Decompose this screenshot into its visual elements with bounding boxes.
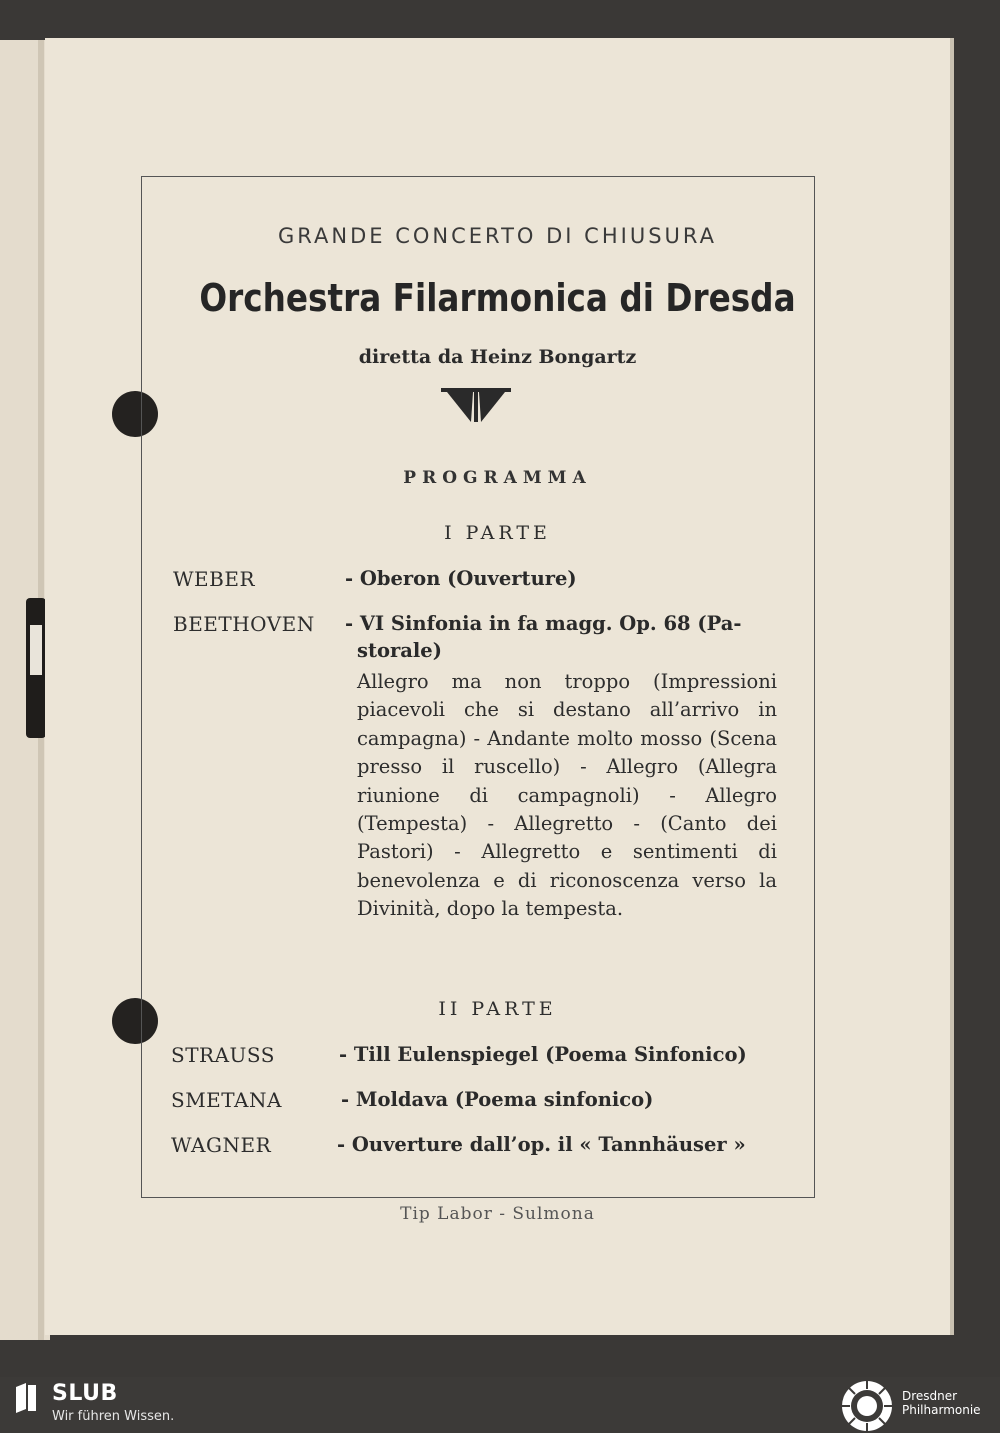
binding-thread bbox=[30, 625, 42, 675]
work-till-eulenspiegel: - Till Eulenspiegel (Poema Sinfonico) bbox=[339, 1043, 747, 1066]
orchestra-title: Orchestra Filarmonica di Dresda bbox=[199, 276, 796, 320]
composer-beethoven: BEETHOVEN bbox=[173, 612, 315, 636]
conductor-line: diretta da Heinz Bongartz bbox=[358, 346, 637, 368]
composer-wagner: WAGNER bbox=[171, 1133, 272, 1157]
printer-imprint: Tip Labor - Sulmona bbox=[400, 1204, 595, 1224]
slub-logo-text[interactable]: SLUB bbox=[52, 1381, 118, 1406]
composer-strauss: STRAUSS bbox=[171, 1043, 275, 1067]
work-sinfonia-continued: storale) bbox=[357, 639, 442, 662]
programma-heading: PROGRAMMA bbox=[403, 468, 592, 488]
work-moldava: - Moldava (Poema sinfonico) bbox=[341, 1088, 654, 1111]
dresdner-philharmonie-name bbox=[902, 1389, 981, 1417]
slub-book-icon[interactable] bbox=[14, 1383, 38, 1413]
work-tannhauser: - Ouverture dall’op. il « Tannhäuser » bbox=[337, 1133, 746, 1156]
work-oberon: - Oberon (Ouverture) bbox=[345, 567, 577, 590]
program-page bbox=[45, 38, 950, 1335]
dp-name-line1: Dresdner bbox=[902, 1389, 958, 1403]
part-one-heading: I PARTE bbox=[444, 522, 551, 544]
dresdner-philharmonie-logo-icon[interactable] bbox=[840, 1379, 894, 1433]
composer-weber: WEBER bbox=[173, 567, 256, 591]
part-two-heading: II PARTE bbox=[438, 998, 557, 1020]
ornament-icon bbox=[441, 388, 511, 424]
slub-tagline: Wir führen Wissen. bbox=[52, 1409, 175, 1424]
sinfonia-movements: Allegro ma non troppo (Impressioni piacevoli che si destano all’arrivo in campagna) - Andante molto mosso (Scena presso il ruscello) - Allegro (Allegra riunione di campagnoli) - Allegro (Tempesta) - Allegretto - (Canto dei Pastori) - Allegretto e sentimenti di benevolenza e di riconoscenza verso la Divinità, dopo la tempesta. bbox=[357, 670, 777, 921]
work-sinfonia: - VI Sinfonia in fa magg. Op. 68 (Pa- bbox=[345, 612, 742, 635]
composer-smetana: SMETANA bbox=[171, 1088, 282, 1112]
dp-name-line2: Philharmonie bbox=[902, 1403, 981, 1417]
concert-header: GRANDE CONCERTO DI CHIUSURA bbox=[278, 224, 717, 248]
